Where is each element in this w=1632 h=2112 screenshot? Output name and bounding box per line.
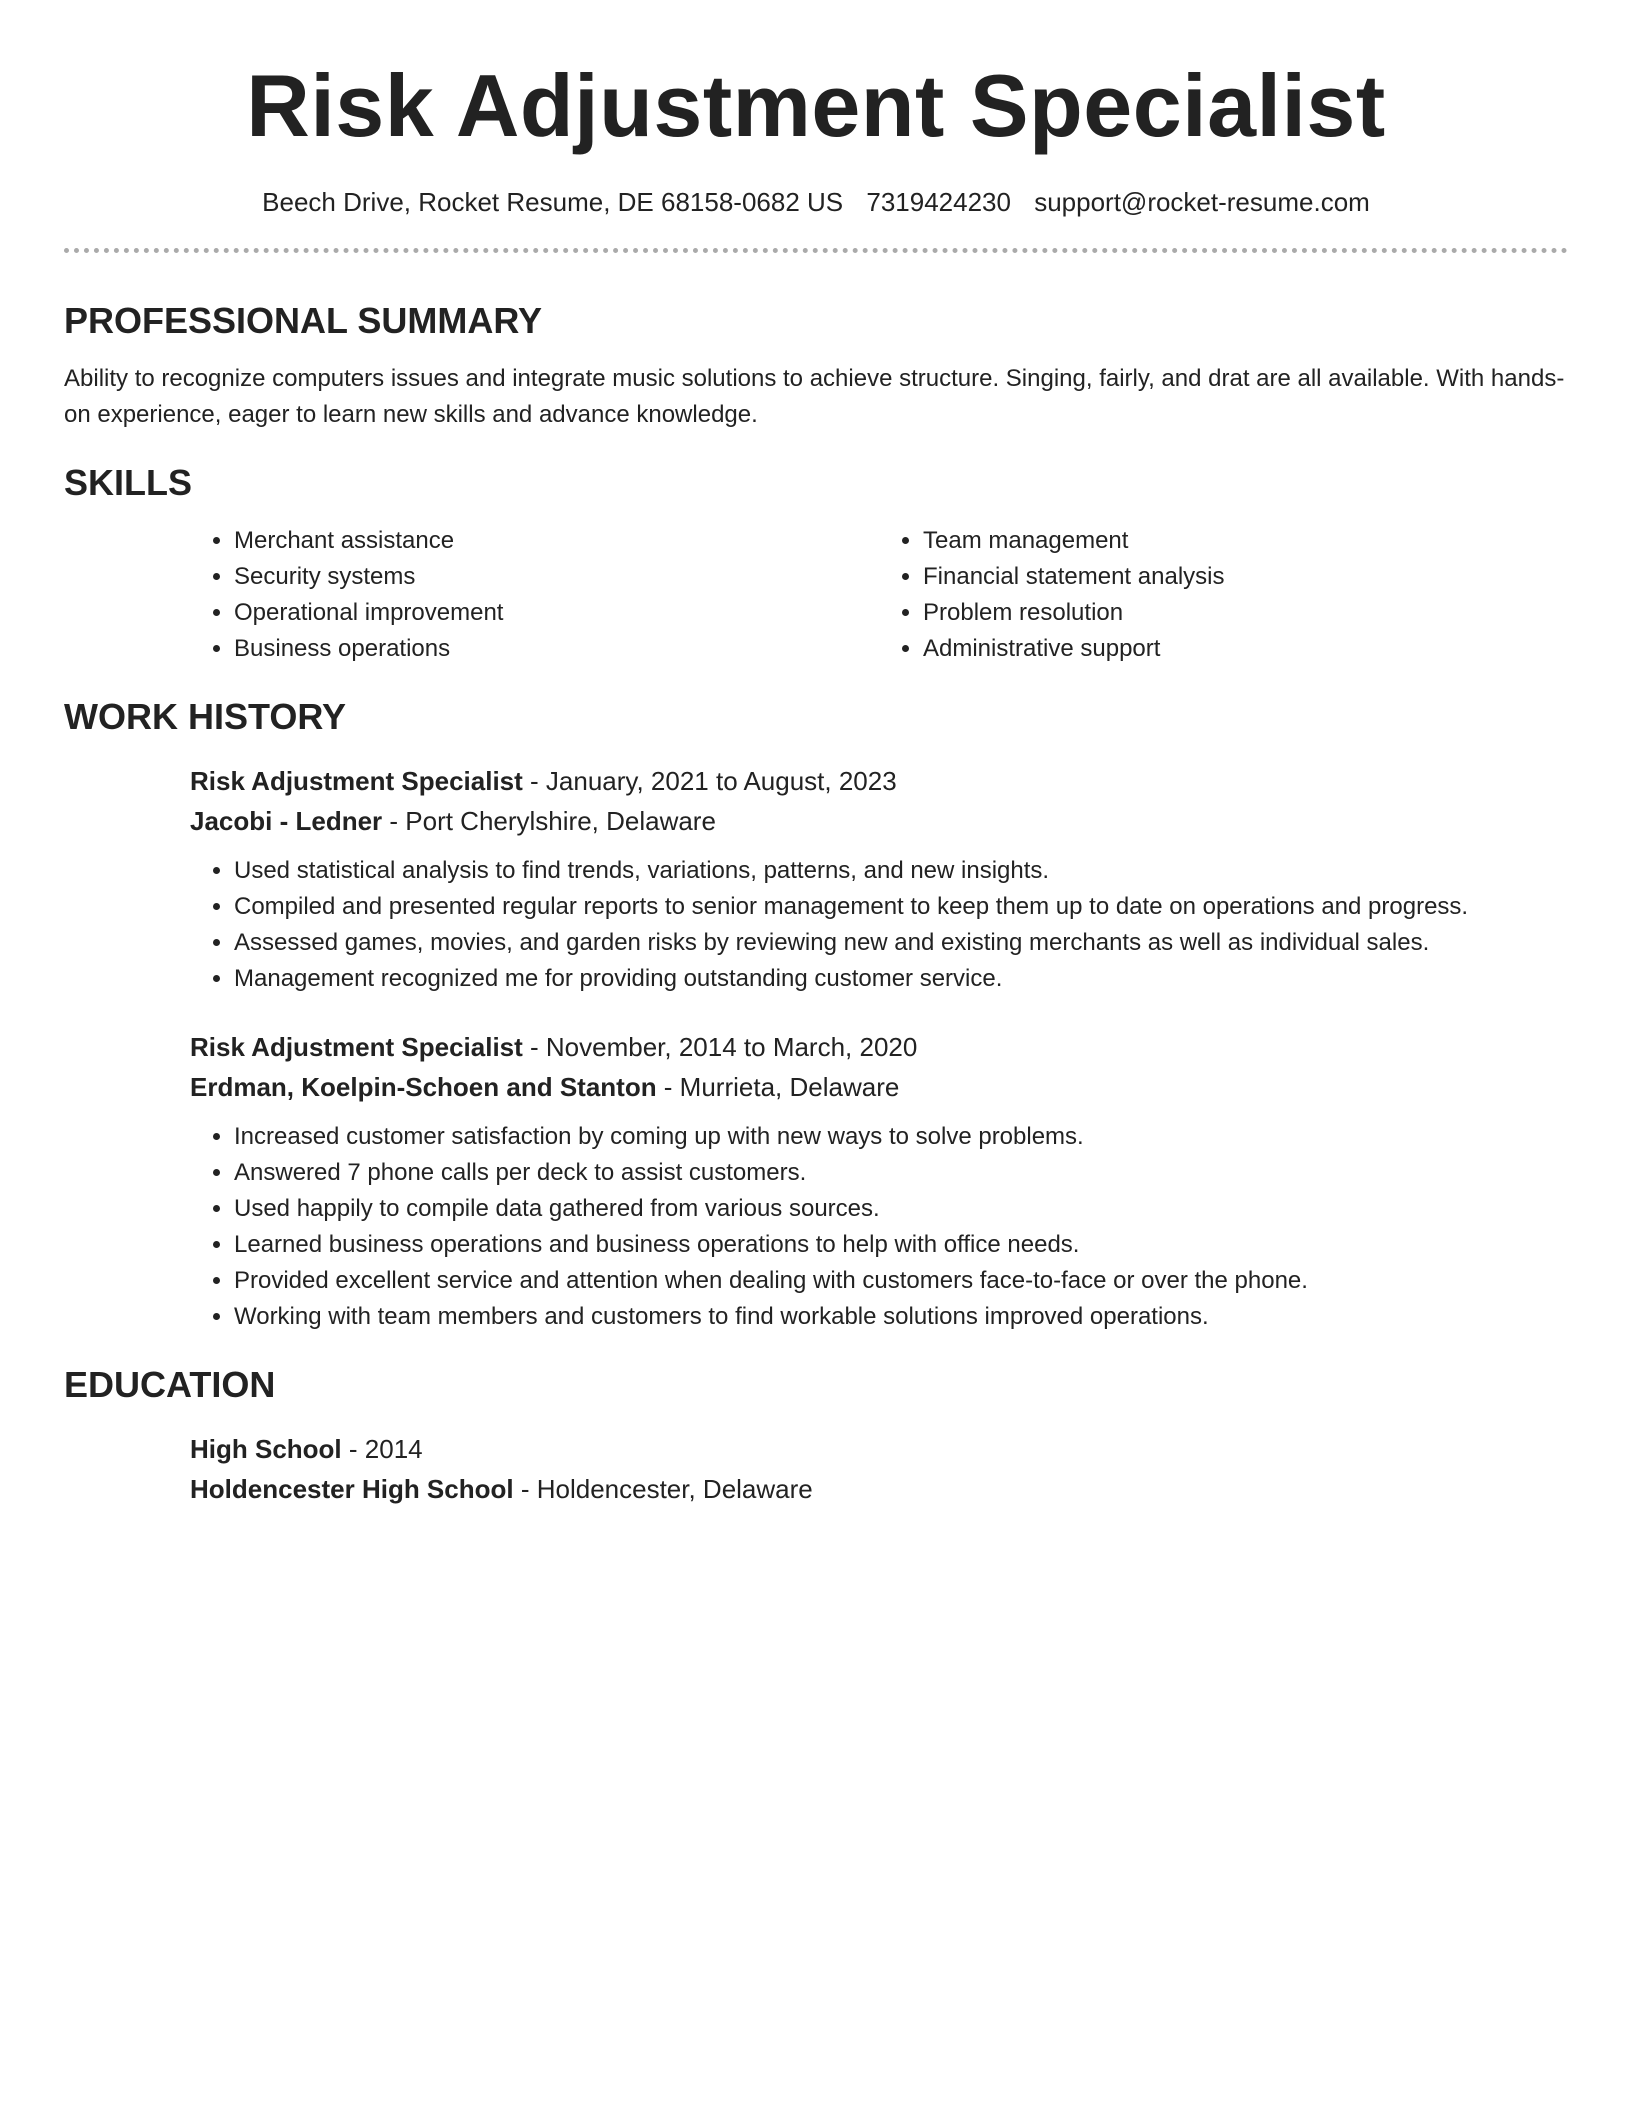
education-entry bbox=[190, 1429, 1568, 1509]
skills-heading: SKILLS bbox=[64, 462, 193, 503]
contact-email: support@rocket-resume.com bbox=[1034, 187, 1370, 217]
job-bullet: • Management recognized me for providing outstanding customer service. bbox=[234, 961, 1568, 997]
skill-item: • Operational improvement bbox=[234, 595, 879, 631]
job-bullet: • Used statistical analysis to find trends, variations, patterns, and new insights. bbox=[234, 853, 1568, 889]
job-role: Risk Adjustment Specialist bbox=[190, 766, 523, 796]
header-divider bbox=[64, 248, 1568, 253]
skill-item: • Merchant assistance bbox=[234, 523, 879, 559]
job-bullet: • Used happily to compile data gathered from various sources. bbox=[234, 1191, 1568, 1227]
job-company: Erdman, Koelpin-Schoen and Stanton bbox=[190, 1072, 657, 1102]
job-bullet: • Provided excellent service and attention when dealing with customers face-to-face or over the phone. bbox=[234, 1263, 1568, 1299]
job-dates: - November, 2014 to March, 2020 bbox=[522, 1032, 918, 1062]
job-bullet: • Answered 7 phone calls per deck to assist customers. bbox=[234, 1155, 1568, 1191]
job-bullet: • Assessed games, movies, and garden risks by reviewing new and existing merchants as well as individual sales. bbox=[234, 925, 1568, 961]
education-year: - 2014 bbox=[341, 1434, 423, 1464]
skills-column-right bbox=[879, 523, 1568, 667]
skills-column-left bbox=[190, 523, 879, 667]
job-title-line bbox=[190, 761, 1568, 801]
contact-address: Beech Drive, Rocket Resume, DE 68158-0682 US bbox=[262, 187, 844, 217]
job-bullet: • Increased customer satisfaction by coming up with new ways to solve problems. bbox=[234, 1119, 1568, 1155]
job-entry bbox=[190, 761, 1568, 997]
summary-text: Ability to recognize computers issues and integrate music solutions to achieve structure. Singing, fairly, and drat are all available. With hands-on experience, eager to learn new skills and advance knowledge. bbox=[64, 365, 1565, 428]
skill-item: • Financial statement analysis bbox=[923, 559, 1568, 595]
education-degree-line bbox=[190, 1429, 1568, 1469]
education-location: - Holdencester, Delaware bbox=[513, 1474, 813, 1504]
education-degree: High School bbox=[190, 1434, 342, 1464]
skill-item: • Problem resolution bbox=[923, 595, 1568, 631]
education-school-line bbox=[190, 1469, 1568, 1509]
job-bullets bbox=[64, 853, 1568, 997]
work-history-heading: WORK HISTORY bbox=[64, 696, 347, 737]
job-location: - Port Cherylshire, Delaware bbox=[382, 806, 716, 836]
skill-item: • Business operations bbox=[234, 631, 879, 667]
job-dates: - January, 2021 to August, 2023 bbox=[522, 766, 897, 796]
job-company: Jacobi - Ledner bbox=[190, 806, 383, 836]
candidate-name: Risk Adjustment Specialist bbox=[246, 56, 1386, 155]
skill-item: • Security systems bbox=[234, 559, 879, 595]
skills-list bbox=[190, 523, 1568, 667]
job-bullets bbox=[64, 1119, 1568, 1335]
job-location: - Murrieta, Delaware bbox=[656, 1072, 900, 1102]
contact-info bbox=[64, 184, 1568, 220]
job-role: Risk Adjustment Specialist bbox=[190, 1032, 523, 1062]
summary-heading: PROFESSIONAL SUMMARY bbox=[64, 300, 543, 341]
contact-phone: 7319424230 bbox=[866, 187, 1011, 217]
job-entry bbox=[190, 1027, 1568, 1335]
job-company-line bbox=[190, 1067, 1568, 1107]
education-school: Holdencester High School bbox=[190, 1474, 514, 1504]
skill-item: • Team management bbox=[923, 523, 1568, 559]
job-bullet: • Working with team members and customers to find workable solutions improved operations. bbox=[234, 1299, 1568, 1335]
skill-item: • Administrative support bbox=[923, 631, 1568, 667]
job-company-line bbox=[190, 801, 1568, 841]
job-title-line bbox=[190, 1027, 1568, 1067]
job-bullet: • Compiled and presented regular reports to senior management to keep them up to date on operations and progress. bbox=[234, 889, 1568, 925]
education-heading: EDUCATION bbox=[64, 1364, 276, 1405]
job-bullet: • Learned business operations and business operations to help with office needs. bbox=[234, 1227, 1568, 1263]
